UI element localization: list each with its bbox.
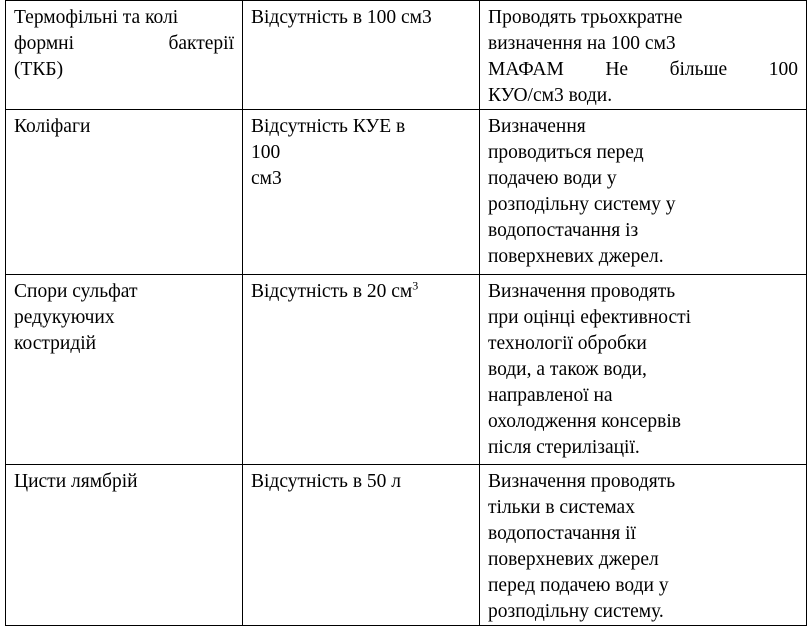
note-line: охолодження консервів	[488, 411, 681, 432]
norm-cell	[243, 275, 480, 465]
note-line: визначення на 100 см3	[488, 33, 676, 54]
note-cell	[480, 1, 807, 110]
indicator-cell	[6, 1, 243, 110]
norm-cell	[243, 110, 480, 275]
norm-line	[251, 279, 471, 305]
note-line: МАФАМ Не більше 100	[488, 59, 798, 80]
note-line: водопостачання ії	[488, 523, 636, 544]
norm-line: Відсутність КУЕ в	[251, 116, 406, 137]
note-line: технології обробки	[488, 333, 647, 354]
indicator-line: (ТКБ)	[14, 59, 64, 80]
note-line: направленої на	[488, 385, 613, 406]
note-line: після стерилізації.	[488, 437, 640, 458]
note-line: подачею води у	[488, 168, 617, 189]
note-line: тільки в системах	[488, 497, 635, 518]
note-line: Визначення проводять	[488, 281, 676, 302]
note-line: води, а також води,	[488, 359, 647, 380]
note-line: поверхневих джерел.	[488, 246, 664, 267]
note-cell	[480, 110, 807, 275]
indicator-line: Коліфаги	[14, 116, 91, 137]
table-row	[6, 465, 807, 626]
note-cell	[480, 275, 807, 465]
norm-cell	[243, 465, 480, 626]
note-line: при оцінці ефективності	[488, 307, 692, 328]
water-quality-table	[5, 0, 807, 626]
note-line: розподільну систему у	[488, 194, 676, 215]
norm-text: Відсутність в 20 см	[251, 281, 413, 302]
note-line: проводиться перед	[488, 142, 644, 163]
indicator-cell	[6, 465, 243, 626]
note-line: Визначення	[488, 116, 586, 137]
indicator-line: редукуючих	[14, 307, 115, 328]
indicator-line: Спори сульфат	[14, 281, 138, 302]
table-row	[6, 110, 807, 275]
table-row	[6, 1, 807, 110]
note-line: Проводять трьохкратне	[488, 7, 683, 28]
note-line: водопостачання із	[488, 220, 639, 241]
norm-line: Відсутність в 50 л	[251, 471, 402, 492]
norm-line: 100	[251, 142, 281, 163]
note-line: Визначення проводять	[488, 471, 676, 492]
norm-line: Відсутність в 100 см3	[251, 7, 432, 28]
note-cell	[480, 465, 807, 626]
indicator-cell	[6, 275, 243, 465]
norm-superscript: 3	[412, 278, 419, 293]
indicator-line: формні бактерії	[14, 33, 234, 54]
note-line: розподільну систему.	[488, 601, 664, 622]
note-line: поверхневих джерел	[488, 549, 659, 570]
note-line: КУО/см3 води.	[488, 85, 613, 106]
note-line: перед подачею води у	[488, 575, 669, 596]
norm-cell	[243, 1, 480, 110]
indicator-line: Цисти лямбрій	[14, 471, 138, 492]
indicator-line: Термофільні та колі	[14, 7, 179, 28]
indicator-cell	[6, 110, 243, 275]
norm-line: см3	[251, 168, 282, 189]
table-row	[6, 275, 807, 465]
indicator-line: костридій	[14, 333, 97, 354]
